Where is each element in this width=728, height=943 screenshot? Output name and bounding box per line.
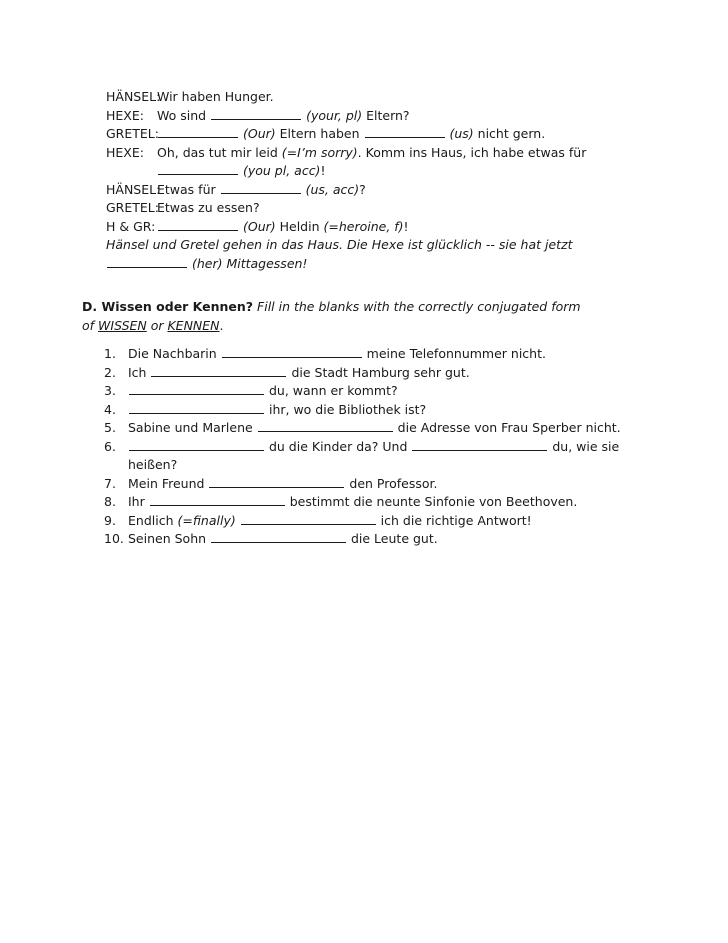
narration-line	[106, 255, 626, 274]
speech-part: Heldin	[275, 218, 324, 234]
item-number: 4.	[104, 401, 116, 417]
fill-blank[interactable]	[412, 438, 547, 451]
fill-blank[interactable]	[211, 107, 301, 120]
item-number: 3.	[104, 383, 116, 398]
speech-text	[157, 199, 626, 218]
item-part: meine Telefonnummer nicht.	[362, 346, 546, 361]
item-text	[128, 401, 644, 420]
item-text	[128, 475, 644, 494]
speaker-label: HEXE:	[106, 144, 144, 160]
dialogue-line	[106, 88, 626, 107]
item-number: 1.	[104, 346, 116, 361]
speech-part: !	[320, 163, 326, 178]
item-part: Die Nachbarin	[128, 346, 221, 361]
list-item	[104, 475, 644, 494]
item-part: du, wie sie heißen?	[128, 438, 620, 472]
hint-text: (=I’m sorry)	[281, 144, 358, 160]
exercise-list	[104, 345, 644, 549]
speech-text	[157, 107, 626, 126]
item-part: die Leute gut.	[347, 531, 438, 546]
speech-part: Eltern?	[362, 107, 410, 123]
section-title: D. Wissen oder Kennen?	[82, 299, 254, 314]
speech-text	[157, 125, 626, 144]
item-text	[128, 382, 644, 401]
instruction-text: .	[219, 317, 224, 333]
speech-part: Eltern haben	[275, 126, 364, 141]
item-text	[128, 493, 644, 512]
list-item	[104, 401, 644, 420]
item-text	[128, 512, 644, 531]
instruction-text: or	[146, 317, 168, 333]
keyword-kennen: KENNEN	[167, 317, 220, 333]
item-part: du die Kinder da? Und	[265, 438, 412, 454]
speaker-label: H & GR:	[106, 218, 156, 234]
narration-text: (her) Mittagessen!	[188, 255, 308, 271]
item-part: ich die richtige Antwort!	[376, 512, 532, 528]
item-text	[128, 364, 644, 383]
fill-blank[interactable]	[222, 345, 362, 358]
section-heading	[82, 298, 642, 317]
speaker-label: GRETEL:	[106, 200, 159, 215]
fill-blank[interactable]	[129, 401, 264, 414]
list-item	[104, 364, 644, 383]
fill-blank[interactable]	[365, 125, 445, 138]
fill-blank[interactable]	[241, 512, 376, 525]
hint-text: (Our)	[242, 126, 276, 141]
fill-blank[interactable]	[221, 181, 301, 194]
item-part: Mein Freund	[128, 475, 209, 491]
speech-part: !	[403, 218, 409, 234]
section-d-instructions	[82, 298, 642, 335]
fill-blank[interactable]	[158, 162, 238, 175]
instruction-text: Fill in the blanks with the correctly conjugated form	[253, 299, 581, 314]
item-number: 6.	[104, 438, 116, 454]
dialogue-line	[106, 107, 626, 126]
fill-blank[interactable]	[129, 382, 264, 395]
item-part: Ihr	[128, 494, 149, 509]
hint-text: (=heroine, f)	[323, 218, 404, 234]
item-part: den Professor.	[345, 475, 438, 491]
hint-text: (Our)	[242, 218, 276, 234]
list-item	[104, 382, 644, 401]
speech-part: ?	[359, 181, 366, 197]
item-text	[128, 419, 644, 438]
speech-text	[157, 218, 626, 237]
item-part: Endlich	[128, 512, 178, 528]
fill-blank[interactable]	[129, 438, 264, 451]
list-item	[104, 438, 644, 475]
speaker-label: GRETEL:	[106, 126, 159, 141]
item-part: die Adresse von Frau Sperber nicht.	[393, 420, 621, 435]
item-part: Seinen Sohn	[128, 531, 211, 546]
keyword-wissen: WISSEN	[98, 317, 147, 333]
item-number: 9.	[104, 512, 116, 528]
item-number: 2.	[104, 364, 116, 380]
item-number: 7.	[104, 475, 116, 491]
item-part: ihr, wo die Bibliothek ist?	[265, 401, 427, 417]
dialogue-line	[106, 199, 626, 218]
dialogue-line	[106, 144, 626, 181]
fill-blank[interactable]	[158, 125, 238, 138]
hint-text: (you pl, acc)	[242, 163, 321, 178]
item-number: 5.	[104, 420, 116, 435]
speaker-label: HÄNSEL:	[106, 181, 161, 197]
speech-part: nicht gern.	[473, 126, 546, 141]
item-text	[128, 345, 644, 364]
item-text	[128, 530, 644, 549]
speech-part: Etwas zu essen?	[157, 200, 260, 215]
speech-text	[157, 144, 626, 181]
hint-text: (your, pl)	[306, 107, 363, 123]
hint-text: (us)	[449, 126, 474, 141]
fill-blank[interactable]	[107, 255, 187, 268]
item-part: du, wann er kommt?	[265, 383, 398, 398]
speech-part: Oh, das tut mir leid	[157, 144, 282, 160]
item-part: Ich	[128, 364, 151, 380]
dialogue-line	[106, 218, 626, 237]
speaker-label: HÄNSEL:	[106, 89, 161, 104]
speech-part: Wo sind	[157, 107, 211, 123]
item-number: 8.	[104, 494, 116, 509]
list-item	[104, 530, 644, 549]
instruction-text: of	[82, 317, 99, 333]
hint-text: (us, acc)	[305, 181, 360, 197]
dialogue-line	[106, 125, 626, 144]
speech-part: Wir haben Hunger.	[157, 89, 274, 104]
fill-blank[interactable]	[209, 475, 344, 488]
item-part: bestimmt die neunte Sinfonie von Beethoven.	[285, 494, 578, 509]
item-text	[128, 438, 644, 475]
list-item	[104, 512, 644, 531]
list-item	[104, 493, 644, 512]
fill-blank[interactable]	[158, 218, 238, 231]
speech-part: Etwas für	[157, 181, 220, 197]
item-part: die Stadt Hamburg sehr gut.	[287, 364, 470, 380]
speaker-label: HEXE:	[106, 107, 144, 123]
fill-blank[interactable]	[258, 419, 393, 432]
section-heading-line2	[82, 317, 642, 336]
speech-text	[157, 181, 626, 200]
list-item	[104, 419, 644, 438]
narration-line: Hänsel und Gretel gehen in das Haus. Die Hexe ist glücklich -- sie hat jetzt	[106, 237, 573, 252]
fill-blank[interactable]	[151, 364, 286, 377]
item-part: Sabine und Marlene	[128, 420, 257, 435]
fill-blank[interactable]	[211, 530, 346, 543]
dialogue-line	[106, 181, 626, 200]
dialogue-block	[106, 88, 626, 273]
item-number: 10.	[104, 531, 124, 546]
fill-blank[interactable]	[150, 493, 285, 506]
speech-text	[157, 88, 626, 107]
list-item	[104, 345, 644, 364]
speech-part: . Komm ins Haus, ich habe etwas für	[357, 144, 587, 160]
hint-text: (=finally)	[177, 512, 236, 528]
